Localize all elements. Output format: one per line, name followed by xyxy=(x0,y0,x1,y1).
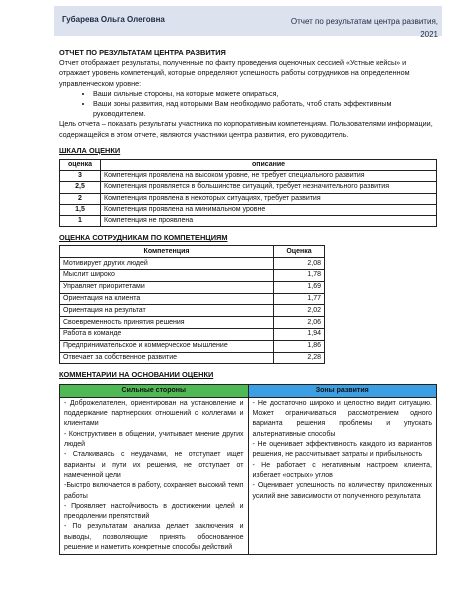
comp-name: Мотивирует других людей xyxy=(60,258,274,270)
comp-score: 2,02 xyxy=(274,305,325,317)
scale-desc: Компетенция проявлена на минимальном уровне xyxy=(101,204,437,215)
table-row xyxy=(60,216,437,227)
comp-name: Работа в команде xyxy=(60,329,274,341)
report-purpose: Цель отчета – показать результаты участника по корпоративным компетенциям. Пользователями информации, содержащейся в этом отчете, являются участники центра развития, его руководитель. xyxy=(59,119,433,139)
comp-score: 1,77 xyxy=(274,293,325,305)
comp-score: 1,69 xyxy=(274,281,325,293)
scale-score: 1 xyxy=(60,216,101,227)
comp-name: Предпринимательское и коммерческое мышление xyxy=(60,340,274,352)
development-item: - Не оценивает эффективность каждого из вариантов решения, не рассчитывает затраты и прибыльность xyxy=(252,441,432,459)
comp-col-name: Компетенция xyxy=(60,246,274,258)
comp-score: 2,08 xyxy=(274,258,325,270)
report-heading: ОТЧЕТ ПО РЕЗУЛЬТАТАМ ЦЕНТРА РАЗВИТИЯ xyxy=(59,48,226,57)
comp-name: Ориентация на результат xyxy=(60,305,274,317)
comments-table xyxy=(59,384,437,556)
competencies-table xyxy=(59,245,325,364)
table-row xyxy=(60,293,325,305)
comp-score: 1,86 xyxy=(274,340,325,352)
table-row xyxy=(60,352,325,364)
report-title: Отчет по результатам центра развития, 2021 xyxy=(290,17,438,39)
development-cell xyxy=(248,397,437,554)
scale-desc: Компетенция проявлена в некоторых ситуациях, требует развития xyxy=(101,193,437,204)
comp-name: Ориентация на клиента xyxy=(60,293,274,305)
report-intro: Отчет отображает результаты, полученные по факту проведения оценочных сессией «Устные кейсы» и отражает уровень компетенций, которые определяют успешность работы сотрудников на определенном управленческом уровне: xyxy=(59,58,410,88)
strength-item: - Доброжелателен, ориентирован на установление и поддержание партнерских отношений с коллегами и клиентами xyxy=(64,399,244,428)
employee-name: Губарева Ольга Олеговна xyxy=(62,15,165,24)
development-item: - Не работает с негативным настроем клиента, избегает «острых» углов xyxy=(252,461,432,479)
table-row xyxy=(60,281,325,293)
list-item: • Ваши сильные стороны, на которые можете опираться, xyxy=(93,89,437,99)
list-item: • Ваши зоны развития, над которыми Вам необходимо работать, чтоб стать эффективным руководителем. xyxy=(93,99,437,119)
development-item: - Не достаточно широко и целостно видит ситуацию. Может ограничиваться рассмотрением одного варианта решения проблемы и упускать альтернативные способы xyxy=(252,399,432,438)
scale-desc: Компетенция не проявлена xyxy=(101,216,437,227)
page-header xyxy=(54,6,442,39)
scale-score: 2,5 xyxy=(60,182,101,193)
strength-item: -Быстро включается в работу, сохраняет высокий темп работы xyxy=(64,482,244,500)
table-row xyxy=(60,317,325,329)
scale-col-desc: описание xyxy=(101,160,437,171)
comments-heading: КОММЕНТАРИИ НА ОСНОВАНИИ ОЦЕНКИ xyxy=(59,370,214,380)
competencies-heading: ОЦЕНКА СОТРУДНИКАМ ПО КОМПЕТЕНЦИЯМ xyxy=(59,233,228,243)
table-row xyxy=(60,171,437,182)
comp-name: Мыслит широко xyxy=(60,270,274,282)
table-row xyxy=(60,204,437,215)
table-row xyxy=(60,329,325,341)
report-bullets xyxy=(59,89,437,120)
comp-score: 2,06 xyxy=(274,317,325,329)
table-row xyxy=(60,258,325,270)
strength-item: - Конструктивен в общении, учитывает мнение других людей xyxy=(64,430,244,449)
strengths-cell xyxy=(60,397,249,554)
comp-name: Отвечает за собственное развитие xyxy=(60,352,274,364)
comp-score: 1,78 xyxy=(274,270,325,282)
comp-name: Управляет приоритетами xyxy=(60,281,274,293)
scale-table xyxy=(59,159,437,227)
table-row xyxy=(60,182,437,193)
scale-score: 2 xyxy=(60,193,101,204)
strength-item: - По результатам анализа делает заключения и выводы, позволяющие принять обоснованное решение и наметить конкретные способы действий xyxy=(64,523,244,551)
table-row xyxy=(60,193,437,204)
strength-item: - Проявляет настойчивость в достижении целей и преодолении препятствий xyxy=(64,502,244,521)
comp-score: 2,28 xyxy=(274,352,325,364)
table-row xyxy=(60,340,325,352)
development-item: - Оценивает успешность по количеству приложенных усилий вне зависимости от полученного результата xyxy=(252,482,432,500)
scale-col-score: оценка xyxy=(60,160,101,171)
scale-score: 1,5 xyxy=(60,204,101,215)
scale-desc: Компетенция проявляется в большинстве ситуаций, требует незначительного развития xyxy=(101,182,437,193)
strength-item: - Сталкиваясь с неудачами, не отступает ищет варианты и пути их решения, не отступает от намеченной цели xyxy=(64,451,244,479)
table-row xyxy=(60,305,325,317)
table-row xyxy=(60,270,325,282)
report-body xyxy=(59,48,437,555)
development-header: Зоны развития xyxy=(248,384,437,397)
comp-score: 1,94 xyxy=(274,329,325,341)
comp-col-score: Оценка xyxy=(274,246,325,258)
scale-desc: Компетенция проявлена на высоком уровне, не требует специального развития xyxy=(101,171,437,182)
comp-name: Своевременность принятия решения xyxy=(60,317,274,329)
scale-heading: ШКАЛА ОЦЕНКИ xyxy=(59,145,121,155)
scale-score: 3 xyxy=(60,171,101,182)
strengths-header: Сильные стороны xyxy=(60,384,249,397)
